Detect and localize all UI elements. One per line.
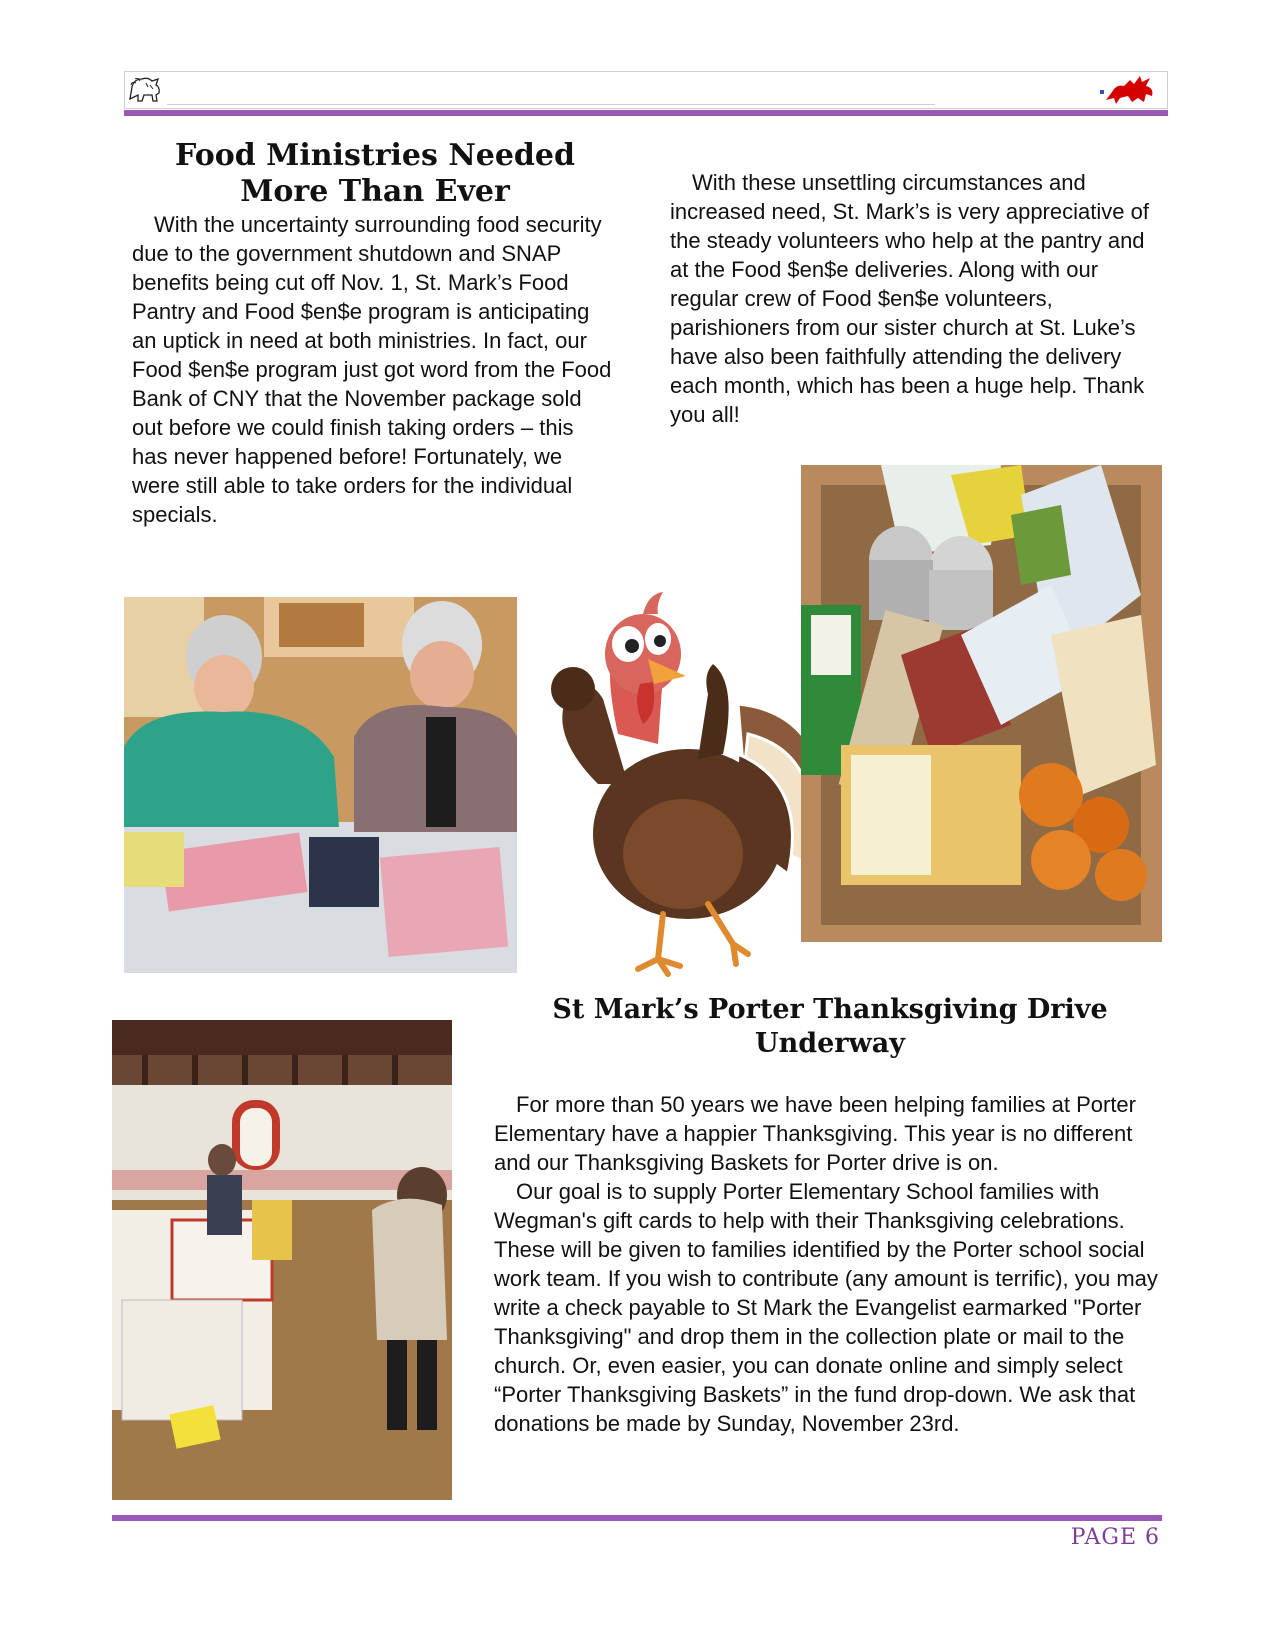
article2-title: St Mark’s Porter Thanksgiving Drive Underway bbox=[552, 994, 1108, 1059]
footer-rule bbox=[112, 1515, 1162, 1521]
article1-column2 bbox=[670, 168, 1160, 429]
article2-body bbox=[494, 1090, 1166, 1438]
header-inner-rule bbox=[167, 104, 935, 105]
page-number: PAGE 6 bbox=[1070, 1525, 1160, 1550]
article2-paragraph1: For more than 50 years we have been helping families at Porter Elementary have a happier Thanksgiving. This year is no different and our Thanksgiving Baskets for Porter drive is on. bbox=[494, 1092, 1136, 1175]
article1-title: Food Ministries Needed More Than Ever bbox=[175, 138, 575, 209]
article1-paragraph1: With the uncertainty surrounding food security due to the government shutdown and SNAP benefits being cut off Nov. 1, St. Mark’s Food Pantry and Food $en$e program is anticipating an uptick in need at both ministries. In fact, our Food $en$e program just got word from the Food Bank of CNY that the November package sold out before we could finish taking orders – this has never happened before! Fortunately, we were still able to take orders for the individual specials. bbox=[132, 212, 612, 527]
article1-column1 bbox=[132, 210, 612, 529]
food-box-photo bbox=[801, 465, 1162, 942]
header-frame bbox=[124, 71, 1168, 109]
article2-paragraph2: Our goal is to supply Porter Elementary School families with Wegman's gift cards to help with their Thanksgiving celebrations. These will be given to families identified by the Porter school social work team. If you wish to contribute (any amount is terrific), you may write a check payable to St Mark the Evangelist earmarked "Porter Thanksgiving" and drop them in the collection plate or mail to the church. Or, even easier, you can donate online and simply select “Porter Thanksgiving Baskets” in the fund drop-down. We ask that donations be made by Sunday, November 23rd. bbox=[494, 1179, 1158, 1436]
red-dragon-icon bbox=[1100, 70, 1158, 106]
volunteers-photo bbox=[124, 597, 517, 973]
header-rule bbox=[124, 110, 1168, 116]
parish-hall-photo bbox=[112, 1020, 452, 1500]
article1-paragraph2: With these unsettling circumstances and increased need, St. Mark’s is very appreciative of the steady volunteers who help at the pantry and at the Food $en$e deliveries. Along with our regular crew of Food $en$e volunteers, parishioners from our sister church at St. Luke’s have also been faithfully attending the delivery each month, which has been a huge help. Thank you all! bbox=[670, 170, 1149, 427]
lion-icon bbox=[126, 73, 164, 105]
